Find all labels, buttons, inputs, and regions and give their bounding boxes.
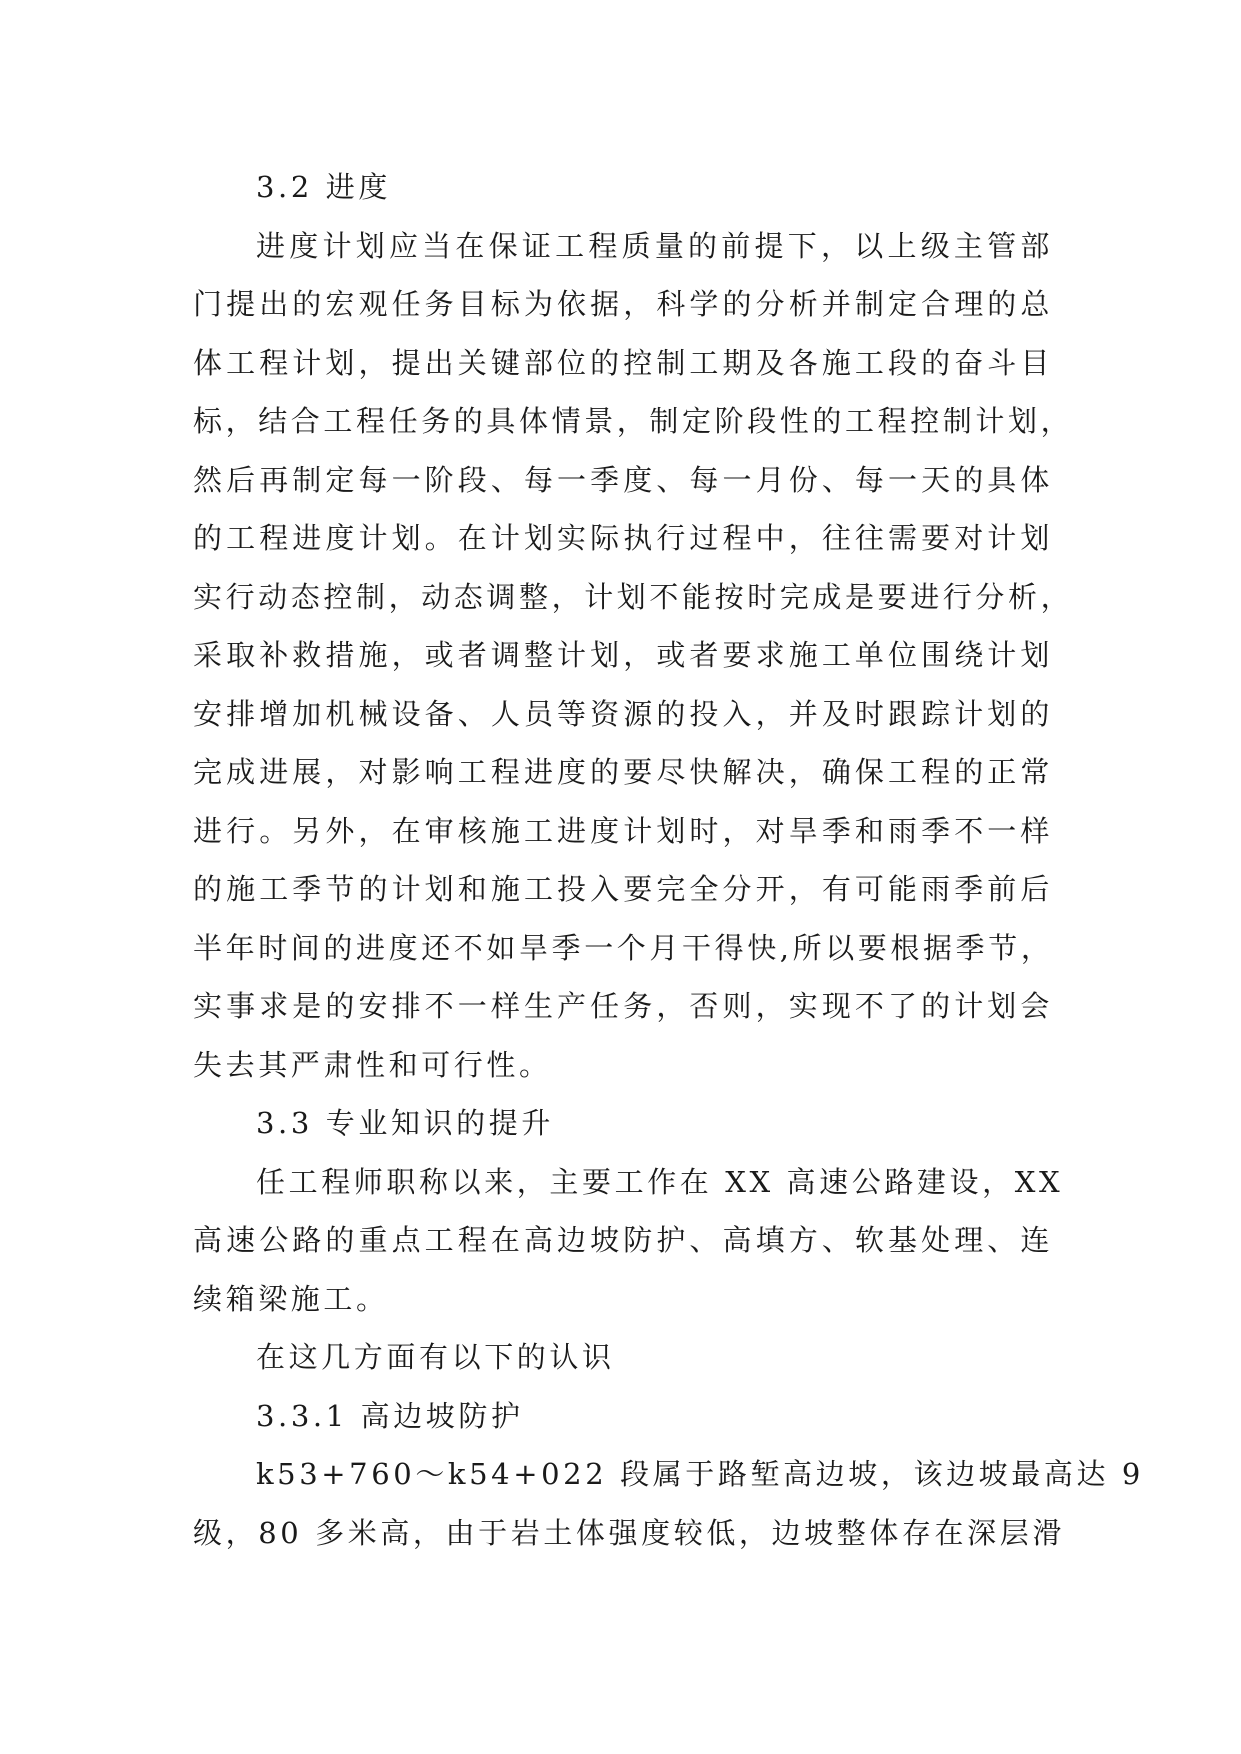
text-line: 3.3 专业知识的提升 [256,1106,554,1140]
text-line: 的工程进度计划。在计划实际执行过程中，往往需要对计划 [193,521,1053,555]
text-line: 的施工季节的计划和施工投入要完全分开，有可能雨季前后 [193,872,1053,906]
text-line: 半年时间的进度还不如旱季一个月干得快,所以要根据季节， [193,930,1054,965]
text-line: 进行。另外，在审核施工进度计划时，对旱季和雨季不一样 [193,813,1053,848]
text-line: 门提出的宏观任务目标为依据，科学的分析并制定合理的总 [193,287,1053,321]
text-line: 进度计划应当在保证工程质量的前提下，以上级主管部 [256,228,1053,263]
text-line: 实行动态控制，动态调整，计划不能按时完成是要进行分析， [193,579,1074,614]
text-line: 然后再制定每一阶段、每一季度、每一月份、每一天的具体 [193,462,1053,497]
text-line: 级，80 多米高，由于岩土体强度较低，边坡整体存在深层滑 [193,1515,1065,1550]
text-line: 3.3.1 高边坡防护 [256,1398,524,1433]
text-line: 采取补救措施，或者调整计划，或者要求施工单位围绕计划 [193,638,1053,672]
text-line: 标，结合工程任务的具体情景，制定阶段性的工程控制计划， [193,404,1074,438]
document-body [193,158,1144,1562]
text-line: 续箱梁施工。 [193,1281,389,1316]
text-line: 3.2 进度 [256,170,391,204]
text-line: 体工程计划，提出关键部位的控制工期及各施工段的奋斗目 [193,345,1053,380]
text-line: 在这几方面有以下的认识 [256,1340,615,1374]
text-line: 失去其严肃性和可行性。 [193,1047,552,1082]
text-line: 完成进展，对影响工程进度的要尽快解决，确保工程的正常 [193,755,1053,789]
text-line: k53+760～k54+022 段属于路堑高边坡，该边坡最高达 9 [256,1457,1144,1491]
text-line: 实事求是的安排不一样生产任务，否则，实现不了的计划会 [193,989,1053,1023]
text-line: 安排增加机械设备、人员等资源的投入，并及时跟踪计划的 [193,696,1053,731]
text-line: 高速公路的重点工程在高边坡防护、高填方、软基处理、连 [193,1223,1053,1257]
text-line: 任工程师职称以来，主要工作在 XX 高速公路建设，XX [256,1164,1064,1199]
